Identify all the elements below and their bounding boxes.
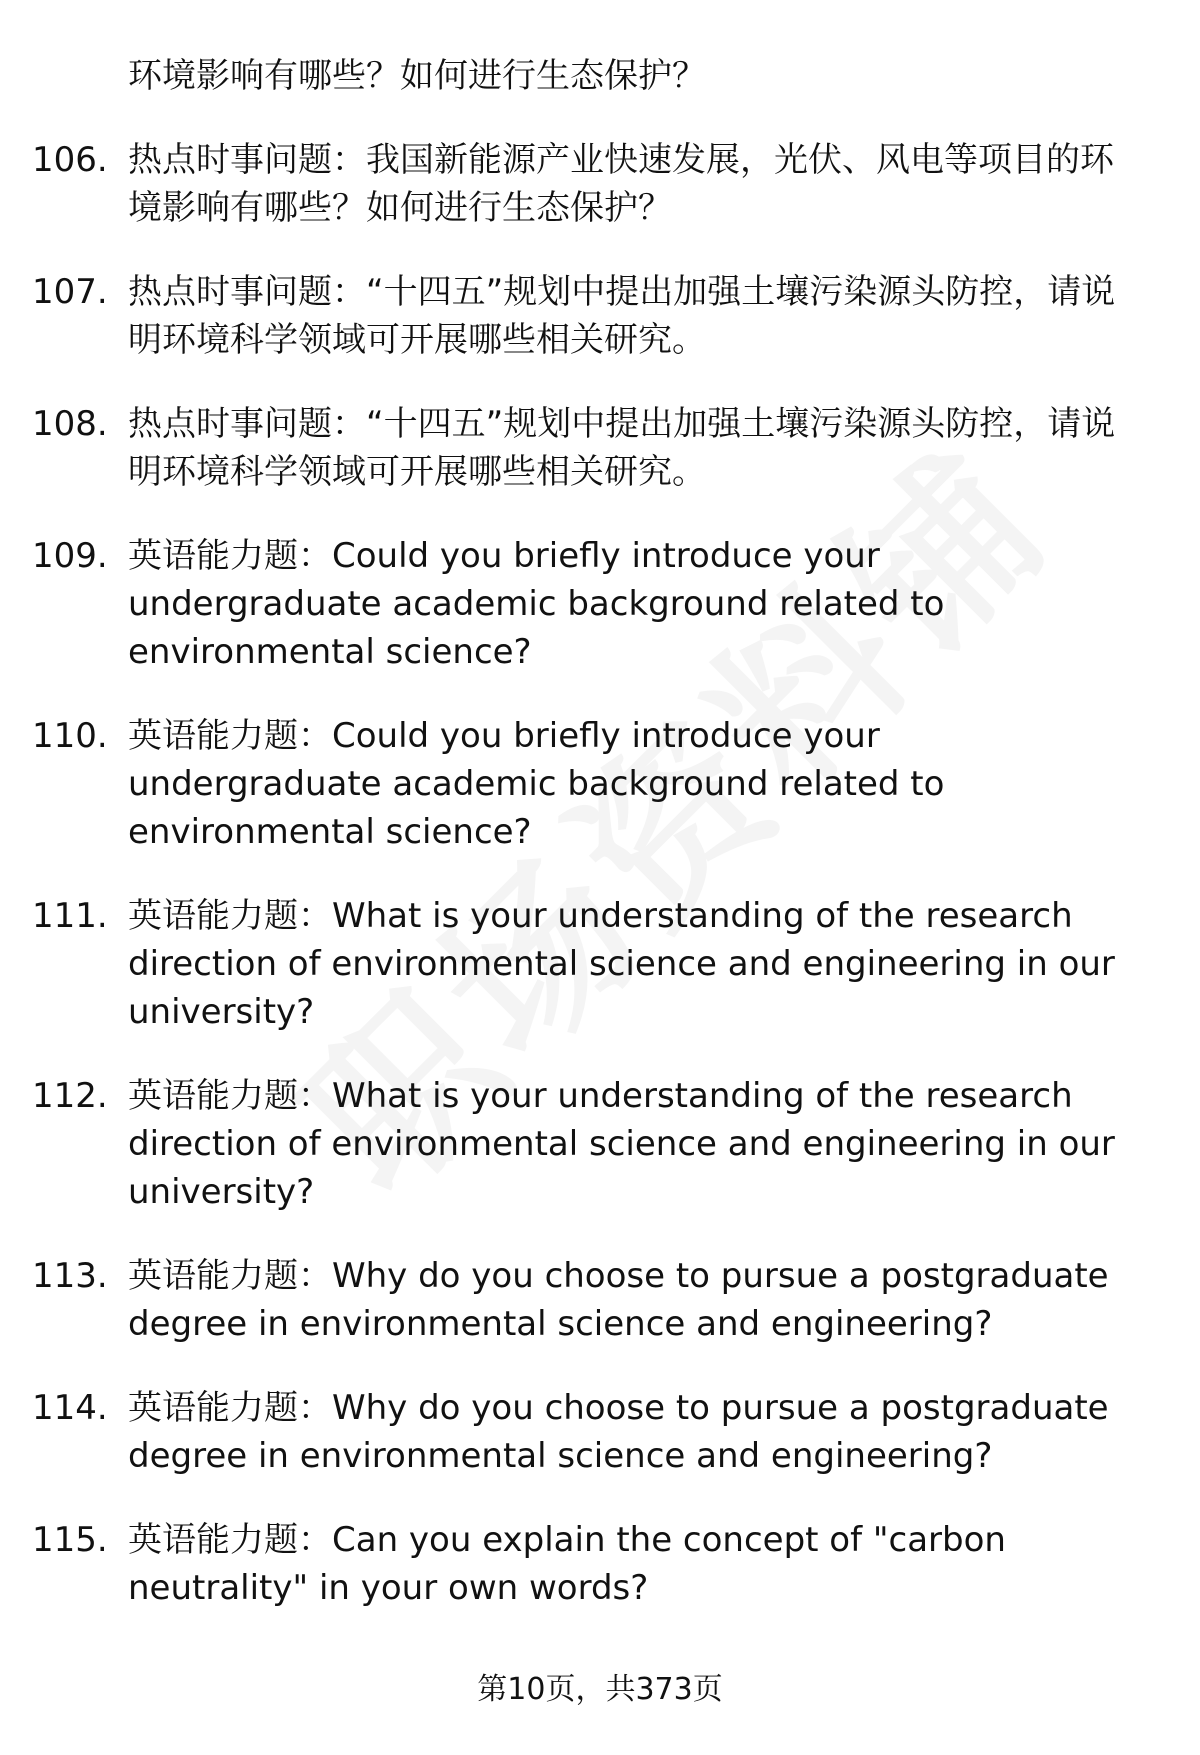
question-text: 英语能力题：What is your understanding of the research direction of environmental science and engineering in our university?: [128, 1076, 1115, 1212]
question-text: 英语能力题：Why do you choose to pursue a postgraduate degree in environmental science and engineering?: [128, 1388, 1109, 1476]
question-number: 108.: [32, 404, 108, 444]
question-number: 113.: [32, 1256, 108, 1296]
question-item: [0, 1072, 1200, 1216]
question-text: 英语能力题：Can you explain the concept of "carbon neutrality" in your own words?: [128, 1520, 1006, 1608]
page-footer: [0, 1670, 1200, 1710]
question-number: 107.: [32, 272, 108, 312]
question-item: [0, 268, 1200, 364]
question-number: 110.: [32, 716, 108, 756]
question-item: [0, 1516, 1200, 1612]
question-number: 111.: [32, 896, 108, 936]
question-text: 热点时事问题：“十四五”规划中提出加强土壤污染源头防控，请说明环境科学领域可开展哪些相关研究。: [128, 404, 1116, 492]
question-text: 英语能力题：Why do you choose to pursue a postgraduate degree in environmental science and engineering?: [128, 1256, 1109, 1344]
question-item: [0, 1384, 1200, 1480]
question-number: 114.: [32, 1388, 108, 1428]
question-text: 英语能力题：What is your understanding of the research direction of environmental science and engineering in our university?: [128, 896, 1115, 1032]
question-item: [0, 532, 1200, 676]
question-item: [0, 892, 1200, 1036]
question-text: 热点时事问题：“十四五”规划中提出加强土壤污染源头防控，请说明环境科学领域可开展哪些相关研究。: [128, 272, 1116, 360]
question-number: 115.: [32, 1520, 108, 1560]
question-item: [0, 136, 1200, 232]
question-item: [0, 400, 1200, 496]
question-number: 109.: [32, 536, 108, 576]
question-continuation: [0, 52, 1200, 100]
question-item: [0, 712, 1200, 856]
question-list: [0, 52, 1200, 1648]
page-number-label: 第10页，共373页: [477, 1672, 723, 1707]
question-number: 106.: [32, 140, 108, 180]
question-number: 112.: [32, 1076, 108, 1116]
question-text: 热点时事问题：我国新能源产业快速发展，光伏、风电等项目的环境影响有哪些？如何进行生态保护？: [128, 140, 1114, 228]
question-text: 英语能力题：Could you briefly introduce your undergraduate academic background related to environmental science?: [128, 716, 945, 852]
question-item: [0, 1252, 1200, 1348]
question-text: 环境影响有哪些？如何进行生态保护？: [128, 56, 706, 96]
question-text: 英语能力题：Could you briefly introduce your undergraduate academic background related to environmental science?: [128, 536, 945, 672]
